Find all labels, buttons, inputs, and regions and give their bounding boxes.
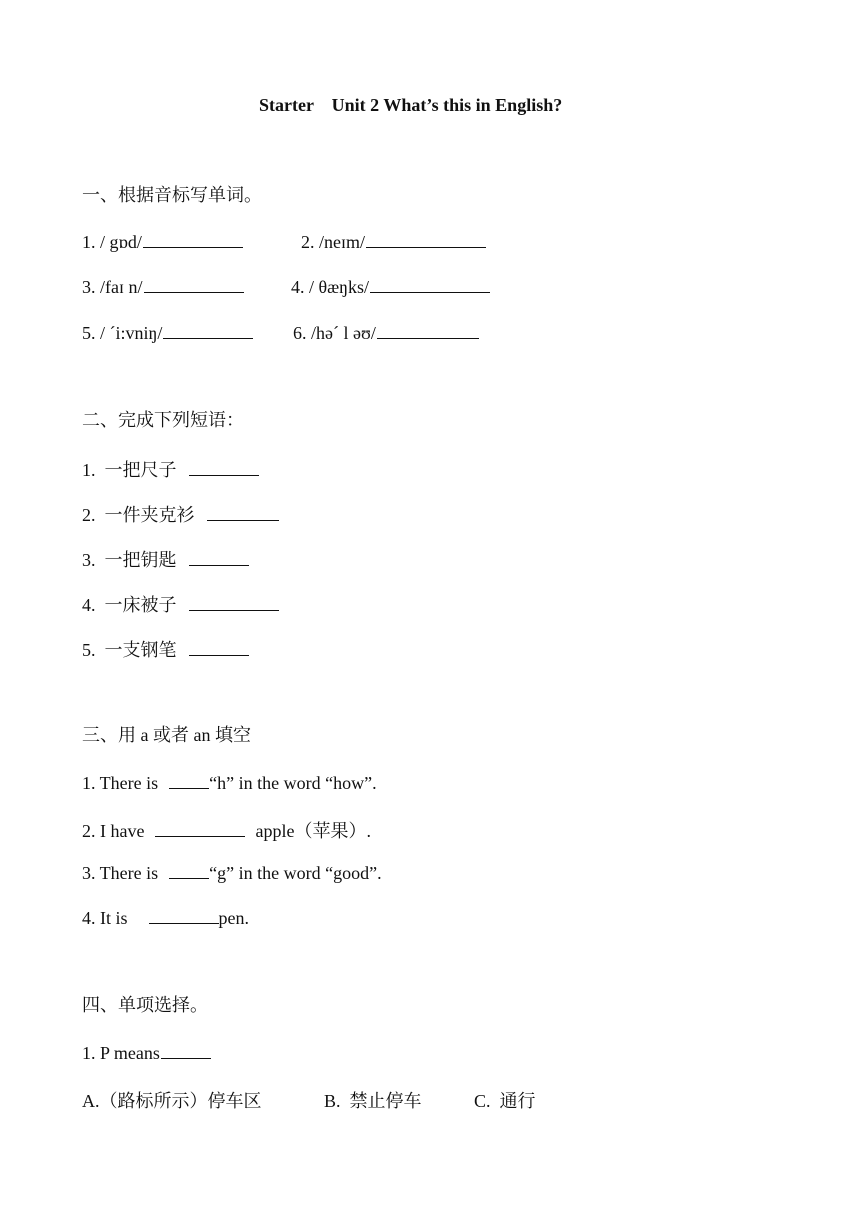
item-number: 3. (82, 550, 96, 570)
phonetic-item-3 (82, 276, 244, 298)
phonetic-text: 3. /faɪ n/ (82, 277, 143, 297)
sentence-start: 1. There is (82, 773, 159, 793)
phrase-text: 一把钥匙 (104, 550, 177, 570)
choice-question-1 (82, 1042, 211, 1064)
phonetic-text: 2. /neɪm/ (301, 232, 365, 252)
sentence-end: “h” in the word “how”. (209, 773, 377, 793)
phonetic-item-5 (82, 322, 253, 344)
phonetic-text: 5. / ˊi:vniŋ/ (82, 323, 163, 343)
choice-option-c[interactable]: C. 通行 (474, 1091, 536, 1111)
choice-option-b[interactable]: B. 禁止停车 (324, 1091, 422, 1111)
phonetic-text: 4. / θæŋks/ (291, 277, 370, 297)
question-text: 1. P means (82, 1043, 160, 1063)
phrase-text: 一支钢笔 (104, 640, 177, 660)
page-title: Starter Unit 2 What’s this in English? (259, 95, 563, 115)
item-number: 4. (82, 595, 96, 615)
answer-blank[interactable] (169, 862, 209, 879)
section-3-heading: 三、用 a 或者 an 填空 (82, 725, 251, 745)
item-number: 2. (82, 505, 96, 525)
phrase-item-3 (82, 546, 249, 572)
answer-blank[interactable] (189, 639, 249, 656)
sentence-start: 2. I have (82, 821, 145, 841)
fill-item-2 (82, 817, 371, 843)
sentence-end: apple（苹果）. (255, 821, 371, 841)
answer-blank[interactable] (189, 549, 249, 566)
answer-blank[interactable] (370, 276, 490, 293)
answer-blank[interactable] (143, 231, 243, 248)
phonetic-text: 1. / gɒd/ (82, 232, 142, 252)
answer-blank[interactable] (163, 322, 253, 339)
section-4-heading: 四、单项选择。 (82, 995, 208, 1015)
item-number: 5. (82, 640, 96, 660)
fill-item-1 (82, 772, 377, 794)
sentence-start: 3. There is (82, 863, 159, 883)
section-1-heading: 一、根据音标写单词。 (82, 185, 262, 205)
phonetic-item-4 (291, 276, 490, 298)
answer-blank[interactable] (189, 459, 259, 476)
answer-blank[interactable] (377, 322, 479, 339)
section-2-heading: 二、完成下列短语： (82, 410, 244, 430)
answer-blank[interactable] (155, 820, 245, 837)
phonetic-text: 6. /həˊ l əʊ/ (293, 323, 376, 343)
phrase-text: 一把尺子 (104, 460, 177, 480)
sentence-start: 4. It is (82, 908, 128, 928)
phrase-item-1 (82, 456, 259, 482)
phrase-text: 一床被子 (104, 595, 177, 615)
sentence-end: pen. (218, 908, 250, 928)
answer-blank[interactable] (161, 1042, 211, 1059)
phrase-item-4 (82, 591, 279, 617)
phonetic-item-1 (82, 231, 243, 253)
answer-blank[interactable] (189, 594, 279, 611)
answer-blank[interactable] (149, 907, 219, 924)
fill-item-3 (82, 862, 382, 884)
phonetic-item-2 (301, 231, 486, 253)
answer-blank[interactable] (366, 231, 486, 248)
fill-item-4 (82, 907, 249, 929)
sentence-end: “g” in the word “good”. (209, 863, 382, 883)
item-number: 1. (82, 460, 96, 480)
phrase-item-2 (82, 501, 279, 527)
phrase-item-5 (82, 636, 249, 662)
phonetic-item-6 (293, 322, 479, 344)
answer-blank[interactable] (144, 276, 244, 293)
answer-blank[interactable] (169, 772, 209, 789)
answer-blank[interactable] (207, 504, 279, 521)
phrase-text: 一件夹克衫 (104, 505, 195, 525)
choice-option-a[interactable]: A.（路标所示）停车区 (82, 1091, 262, 1111)
